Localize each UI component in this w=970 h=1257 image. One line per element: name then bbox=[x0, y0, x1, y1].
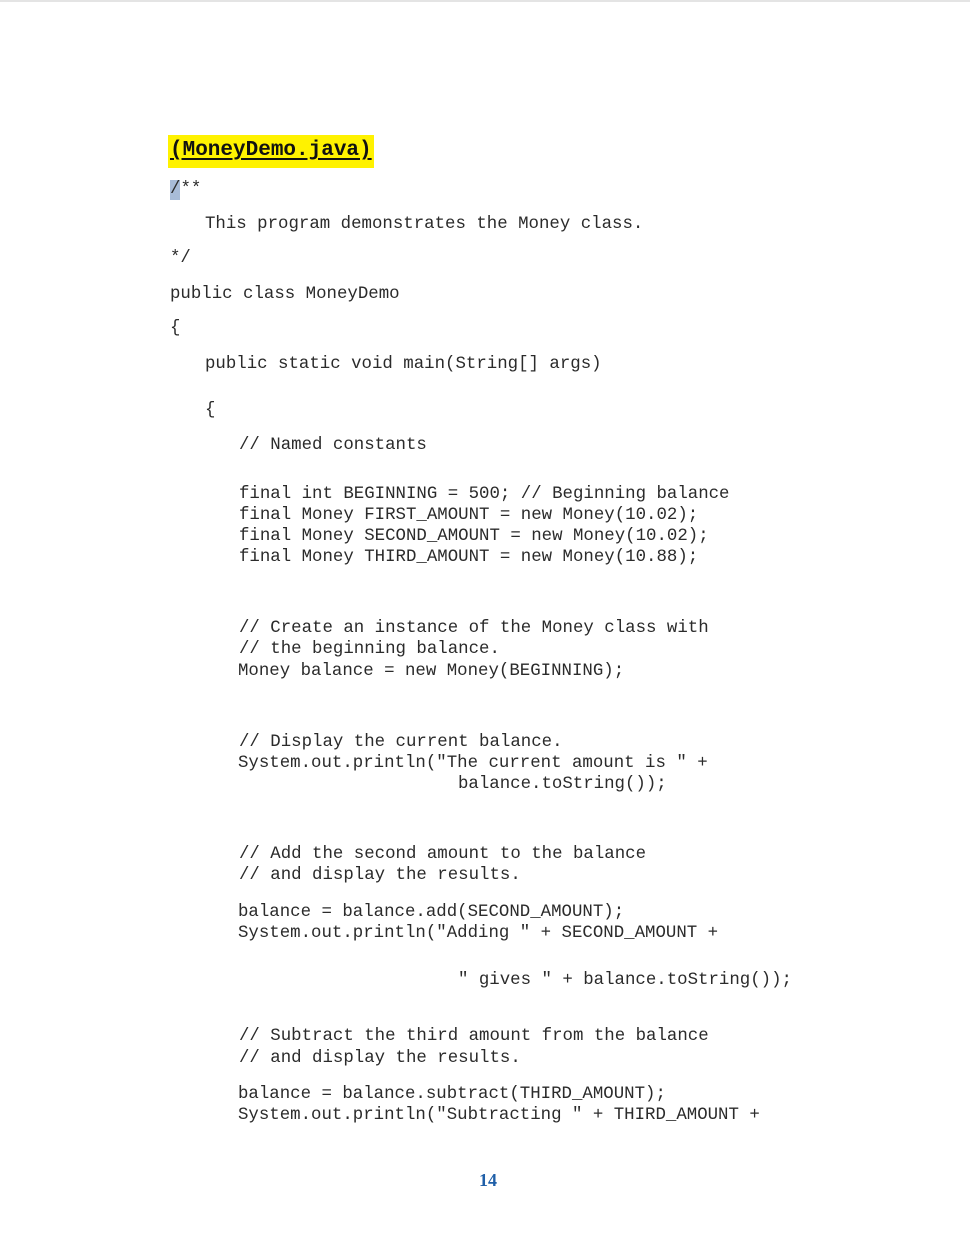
const-second-amount-line: final Money SECOND_AMOUNT = new Money(10.02); bbox=[239, 527, 709, 546]
balance-subtract-line: balance = balance.subtract(THIRD_AMOUNT); bbox=[238, 1085, 666, 1104]
comment-create-line-2: // the beginning balance. bbox=[239, 640, 500, 659]
const-third-amount-line: final Money THIRD_AMOUNT = new Money(10.88); bbox=[239, 548, 699, 567]
comment-open-line bbox=[170, 180, 201, 200]
comment-add-line-2: // and display the results. bbox=[239, 866, 521, 885]
comment-open-stars: ** bbox=[180, 180, 202, 199]
comment-add-line-1: // Add the second amount to the balance bbox=[239, 845, 647, 864]
text-cursor-selection[interactable]: / bbox=[170, 180, 181, 199]
comment-body-line: This program demonstrates the Money class. bbox=[205, 215, 644, 234]
main-method-declaration: public static void main(String[] args) bbox=[205, 355, 602, 374]
comment-named-constants: // Named constants bbox=[239, 436, 427, 455]
class-declaration-line: public class MoneyDemo bbox=[170, 285, 400, 304]
println-subtracting-line-1: System.out.println("Subtracting " + THIRD_AMOUNT + bbox=[238, 1106, 760, 1125]
class-open-brace: { bbox=[170, 319, 181, 338]
comment-subtract-line-2: // and display the results. bbox=[239, 1049, 521, 1068]
comment-subtract-line-1: // Subtract the third amount from the balance bbox=[239, 1027, 709, 1046]
comment-close-line: */ bbox=[170, 249, 191, 268]
file-title-heading: (MoneyDemo.java) bbox=[168, 135, 374, 168]
println-current-line-2: balance.toString()); bbox=[458, 775, 667, 794]
const-beginning-line: final int BEGINNING = 500; // Beginning balance bbox=[239, 485, 730, 504]
main-open-brace: { bbox=[205, 401, 216, 420]
println-adding-line-2: " gives " + balance.toString()); bbox=[458, 971, 792, 990]
comment-display-line: // Display the current balance. bbox=[239, 733, 563, 752]
const-first-amount-line: final Money FIRST_AMOUNT = new Money(10.02); bbox=[239, 506, 699, 525]
page-number: 14 bbox=[479, 1170, 497, 1190]
println-adding-line-1: System.out.println("Adding " + SECOND_AMOUNT + bbox=[238, 924, 719, 943]
println-current-line-1: System.out.println("The current amount is " + bbox=[238, 754, 708, 773]
balance-new-money-line: Money balance = new Money(BEGINNING); bbox=[238, 662, 625, 681]
balance-add-line: balance = balance.add(SECOND_AMOUNT); bbox=[238, 903, 625, 922]
page-top-edge bbox=[0, 0, 970, 2]
comment-create-line-1: // Create an instance of the Money class with bbox=[239, 619, 709, 638]
